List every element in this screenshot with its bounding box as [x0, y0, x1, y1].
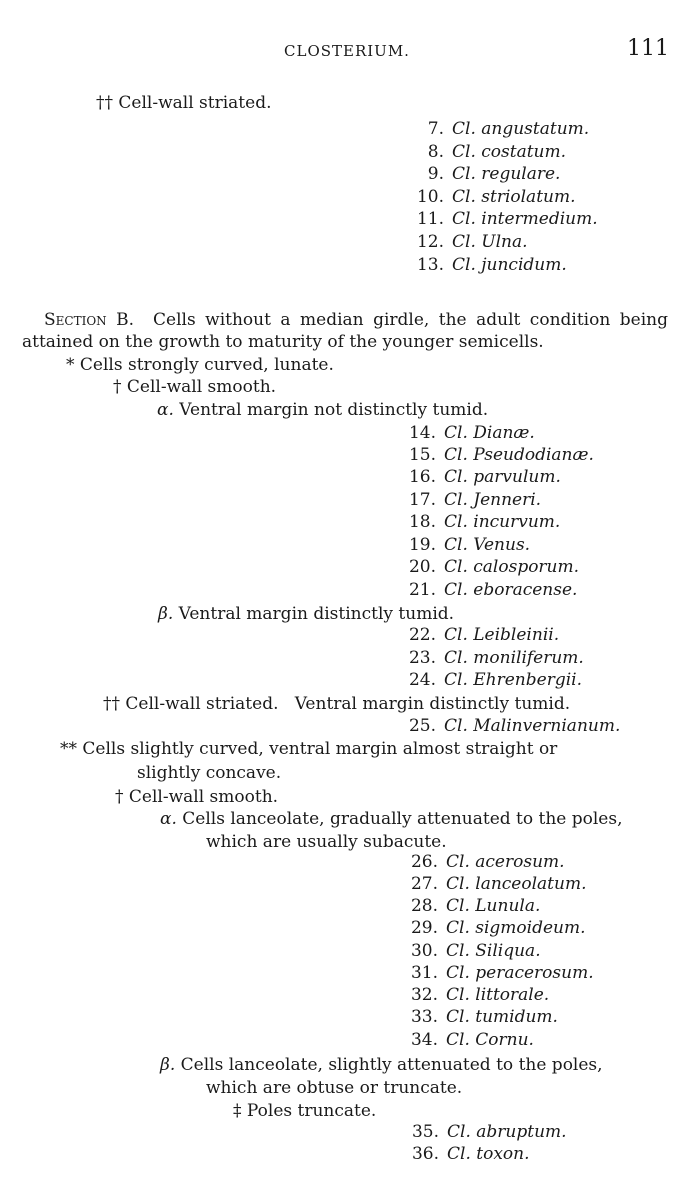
key-text: Cells lanceolate, gradually attenuated to the poles,	[182, 809, 623, 829]
key-line-double-dagger	[233, 1100, 376, 1122]
key-marker: α.	[160, 809, 177, 829]
key-marker: β.	[158, 604, 174, 624]
key-marker: α.	[157, 400, 174, 420]
key-line-striated-tumid	[103, 693, 570, 715]
key-text: Cells slightly curved, ventral margin almost straight or	[82, 739, 558, 759]
species-item: 13. Cl. juncidum.	[416, 255, 567, 275]
species-item: 29. Cl. sigmoideum.	[410, 918, 586, 938]
species-item: 23. Cl. moniliferum.	[408, 648, 584, 668]
key-line-continuation: which are usually subacute.	[206, 832, 447, 852]
key-marker: *	[66, 355, 75, 375]
key-text: Cell-wall smooth.	[126, 377, 277, 397]
species-item: 28. Cl. Lunula.	[410, 896, 541, 916]
key-marker: **	[60, 739, 77, 759]
species-item: 36. Cl. toxon.	[411, 1144, 530, 1164]
species-item: 8. Cl. costatum.	[427, 142, 567, 162]
running-title: CLOSTERIUM.	[284, 42, 410, 60]
key-text-2: Ventral margin distinctly tumid.	[294, 694, 571, 714]
species-item: 15. Cl. Pseudodianæ.	[408, 445, 594, 465]
key-line-beta-2	[160, 1054, 603, 1076]
key-marker: ‡	[233, 1101, 242, 1121]
key-line-continuation: which are obtuse or truncate.	[206, 1078, 463, 1098]
species-item: 31. Cl. peracerosum.	[410, 963, 594, 983]
key-line-strongly-curved	[66, 354, 334, 376]
key-line-alpha-2	[160, 808, 623, 830]
key-text: Cells strongly curved, lunate.	[79, 355, 334, 375]
key-text: Cells lanceolate, slightly attenuated to the poles,	[180, 1055, 603, 1075]
species-item: 26. Cl. acerosum.	[410, 852, 565, 872]
species-item: 9. Cl. regulare.	[427, 164, 561, 184]
key-line-continuation: slightly concave.	[137, 763, 282, 783]
key-marker: β.	[160, 1055, 176, 1075]
key-marker: ††	[96, 93, 113, 113]
key-text: Cell-wall smooth.	[128, 787, 279, 807]
key-text: Cell-wall striated.	[125, 694, 279, 714]
species-item: 20. Cl. calosporum.	[408, 557, 580, 577]
species-item: 19. Cl. Venus.	[408, 535, 531, 555]
species-item: 12. Cl. Ulna.	[416, 232, 528, 252]
species-item: 25. Cl. Malinvernianum.	[408, 716, 621, 736]
species-item: 16. Cl. parvulum.	[408, 467, 561, 487]
key-line-striated	[96, 92, 272, 114]
key-line-smooth	[113, 376, 276, 398]
key-text: Ventral margin not distinctly tumid.	[179, 400, 489, 420]
key-marker: †	[113, 377, 122, 397]
species-item: 17. Cl. Jenneri.	[408, 490, 542, 510]
section-label: Section B.	[44, 310, 135, 330]
key-text: Ventral margin distinctly tumid.	[178, 604, 455, 624]
species-item: 10. Cl. striolatum.	[416, 187, 576, 207]
species-item: 14. Cl. Dianæ.	[408, 423, 535, 443]
page-number: 111	[627, 36, 669, 61]
species-item: 34. Cl. Cornu.	[410, 1030, 534, 1050]
key-marker: †	[115, 787, 124, 807]
species-item: 7. Cl. angustatum.	[427, 119, 590, 139]
key-line-slightly-curved	[60, 738, 557, 760]
section-text: Cells without a median girdle, the adult condition being attained on the growth to maturity of the younger semicells.	[22, 310, 668, 352]
key-text: Poles truncate.	[246, 1101, 377, 1121]
species-item: 33. Cl. tumidum.	[410, 1007, 558, 1027]
species-item: 30. Cl. Siliqua.	[410, 941, 541, 961]
species-item: 18. Cl. incurvum.	[408, 512, 561, 532]
species-item: 35. Cl. abruptum.	[411, 1122, 567, 1142]
species-item: 27. Cl. lanceolatum.	[410, 874, 587, 894]
section-b-paragraph	[22, 309, 668, 353]
species-item: 11. Cl. intermedium.	[416, 209, 598, 229]
species-item: 32. Cl. littorale.	[410, 985, 550, 1005]
key-text: Cell-wall striated.	[118, 93, 272, 113]
key-line-beta	[158, 603, 454, 625]
species-item: 22. Cl. Leibleinii.	[408, 625, 560, 645]
species-item: 24. Cl. Ehrenbergii.	[408, 670, 582, 690]
species-item: 21. Cl. eboracense.	[408, 580, 578, 600]
key-line-smooth-2	[115, 786, 278, 808]
key-line-alpha	[157, 399, 488, 421]
key-marker: ††	[103, 694, 120, 714]
